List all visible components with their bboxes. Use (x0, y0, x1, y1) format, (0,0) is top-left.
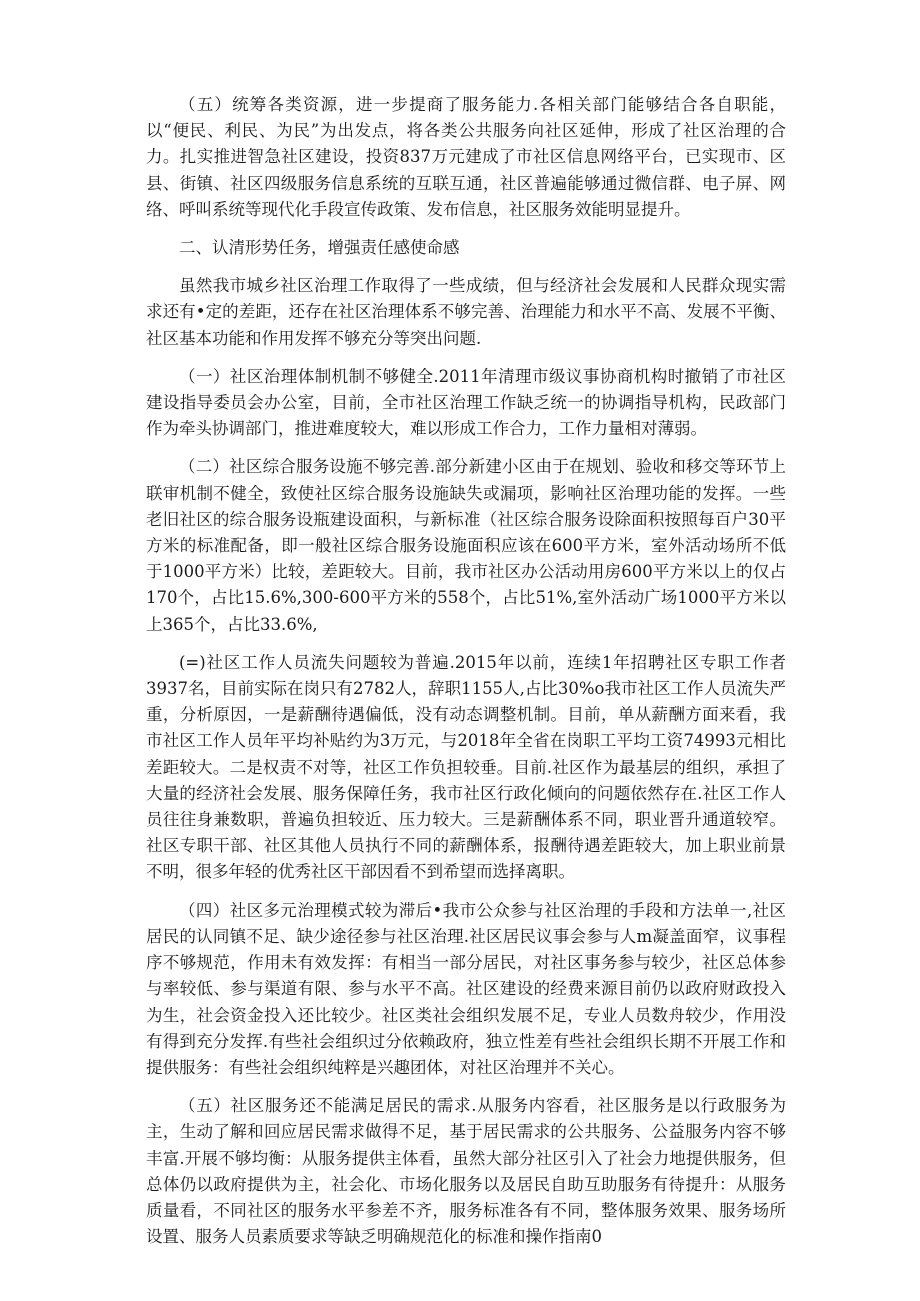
paragraph-staff-turnover: (=)社区工作人员流失问题较为普遍.2015年以前，连续1年招聘社区专职工作者3937名，目前实际在岗只有2782人，辞职1155人,占比30%o我市社区工作人员流失严重，分析原因，一是薪酬待遇偏低，没有动态调整机制。目前，单从薪酬方面来看，我市社区工作人员年平均补贴约为3万元，与2018年全省在岗职工平均工资74993元相比差距较大。二是权责不对等，社区工作负担较垂。目前.社区作为最基层的组织，承担了大量的经济社会发展、服务保障任务，我市社区行政化倾向的问题依然存在.社区工作人员往往身兼数职，普遍负担较近、压力较大。三是薪酬体系不同，职业晋升通道较窄。社区专职干部、社区其他人员执行不同的薪酬体系，报酬待遇差距较大，加上职业前景不明，很多年轻的优秀社区干部因看不到希望而选择离职。 (146, 652, 786, 882)
paragraph-service-facilities: （二）社区综合服务设施不够完善.部分新建小区由于在规划、验收和移交等环节上联审机制不健全，致使社区综合服务设施缺失或漏项，影响社区治理功能的发挥。一些老旧社区的综合服务设瓶建设面积，与新标准（社区综合服务设除面积按照每百户30平方米的标准配备，即一般社区综合服务设施面积应该在600平方米，室外活动场所不低于1000平方米）比较，差距较大。目前，我市社区办公活动用房600平方米以上的仅占170个，占比15.6%,300-600平方米的558个，占比51%,室外活动广场1000平方米以上365个，占比33.6%, (146, 457, 786, 634)
paragraph-resident-needs: （五）社区服务还不能满足居民的需求.从服务内容看，社区服务是以行政服务为主，生动了解和回应居民需求做得不足，基于居民需求的公共服务、公益服务内容不够丰富.开展不够均衡：从服务提供主体看，虽然大部分社区引入了社会力地提供服务，但总体仍以政府提供为主，社会化、市场化服务以及居民自助互助服务有待提升：从服务质量看，不同社区的服务水平参差不齐，服务标准各有不同，整体服务效果、服务场所设置、服务人员素质要求等缺乏明确规范化的标准和操作指南0 (146, 1096, 786, 1247)
document-body (146, 92, 786, 1262)
section-heading: 二、认清形势任务，增强责任感使命感 (179, 238, 460, 258)
paragraph-governance-mechanism: （一）社区治理体制机制不够健全.2011年清理市级议事协商机构时撤销了市社区建设指导委员会办公室，目前，全市社区治理工作缺乏统一的协调指导机构，民政部门作为牵头协调部门，推进难度较大，难以形成工作合力，工作力量相对薄弱。 (146, 366, 786, 439)
paragraph-overview: 虽然我市城乡社区治理工作取得了一些成绩，但与经济社会发展和人民群众现实需求还有•定的差距，还存在社区治理体系不够完善、治理能力和水平不高、发展不平衡、社区基本功能和作用发挥不够充分等突出问题. (146, 276, 786, 348)
paragraph-resource-coordination: （五）统筹各类资源，进一步提商了服务能力.各相关部门能够结合各自职能，以“便民、利民、为民”为出发点，将各类公共服务向社区延伸，形成了社区治理的合力。扎实推进智急社区建设，投资837万元建成了市社区信息网络平台，已实现市、区县、街镇、社区四级服务信息系统的互联互通，社区普遍能够通过微信群、电子屏、网络、呼叫系统等现代化手段宣传政策、发布信息，社区服务效能明显提升。 (146, 95, 786, 219)
paragraph-governance-model: （四）社区多元治理模式较为滞后•我市公众参与社区治理的手段和方法单一,社区居民的认同镇不足、缺少途径参与社区治理.社区居民议事会参与人m凝盖面窄，议事程序不够规范，作用未有效发挥：有相当一部分居民，对社区事务参与较少，社区总体参与率较低、参与渠道有限、参与水平不高。社区建设的经费来源目前仍以政府财政投入为生，社会资金投入还比较少。社区类社会组织发展不足，专业人员数舟较少，作用没有得到充分发挥.有些社会组织过分依赖政府，独立性差有些社会组织长期不开展工作和提供服务：有些社会组织纯粹是兴趣团体，对社区治理并不关心。 (146, 900, 786, 1077)
